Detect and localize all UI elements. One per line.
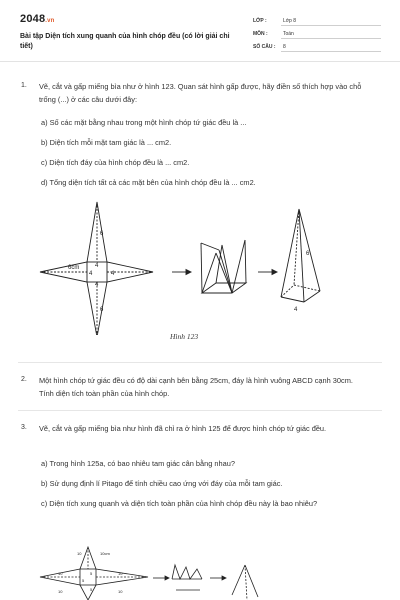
meta-underline: [281, 25, 381, 26]
net-label-bottom: 6: [100, 307, 104, 313]
arrow-icon: [258, 270, 277, 275]
net125-label: 10: [118, 589, 123, 594]
net125-label: 5: [82, 578, 85, 583]
question-text: Vẽ, cắt và gấp miếng bìa như ở hình 123. Quan sát hình gấp được, hãy điền số thích hợp vào chỗ trống (...) ở các câu dưới đây:: [39, 82, 362, 104]
net-label-inner-bottom: 4: [95, 282, 99, 288]
meta-label: LỚP :: [253, 18, 267, 24]
question-item: c) Diện tích xung quanh và diện tích toàn phần của hình chóp đều này là bao nhiêu?: [41, 499, 318, 508]
pyramid-label-height: 6: [306, 251, 310, 257]
logo-suffix: .vn: [45, 18, 55, 24]
question-number: 1.: [21, 82, 27, 89]
folded-net-125: [172, 565, 202, 590]
meta-value: Toán: [283, 31, 294, 37]
net125-label: 5: [90, 587, 93, 592]
meta-label: MÔN :: [253, 31, 268, 37]
pyramid-net-125: [40, 547, 148, 600]
net-label-left: 6cm: [68, 265, 80, 271]
meta-value: Lớp 8: [283, 18, 297, 24]
question-text: Vẽ, cắt và gấp miếng bìa như hình đã chỉ ra ở hình 125 để được hình chóp tứ giác đều.: [39, 424, 327, 433]
question-item: a) Số các mặt bằng nhau trong một hình chóp tứ giác đều là ...: [41, 118, 247, 127]
divider: [18, 362, 382, 363]
net125-label: 10: [77, 551, 82, 556]
question-item: a) Trong hình 125a, có bao nhiêu tam giác cân bằng nhau?: [41, 459, 235, 468]
net125-label: 10cm: [100, 551, 110, 556]
meta-value: 8: [283, 44, 286, 50]
question-text: Một hình chóp tứ giác đều có độ dài cạnh bên bằng 25cm, đáy là hình vuông ABCD cạnh 30cm. Tính diện tích toàn phần của hình chóp.: [39, 376, 353, 398]
figure-123: [0, 195, 400, 335]
net125-label: 10: [58, 571, 63, 576]
figure-caption: Hình 123: [170, 332, 199, 341]
pyramid-label-base: 4: [294, 307, 298, 313]
question-number: 3.: [21, 424, 27, 431]
net-label-top: 6: [100, 231, 104, 237]
arrow-icon: [153, 576, 169, 580]
logo-text: 2048: [20, 13, 46, 25]
question-item: d) Tổng diện tích tất cả các mặt bên của hình chóp đều là ... cm2.: [41, 178, 256, 187]
question-number: 2.: [21, 376, 27, 383]
pyramid-solid: [281, 209, 320, 302]
net-label-inner-left: 4: [89, 271, 93, 277]
meta-underline: [281, 51, 381, 52]
net125-label: 5: [90, 571, 93, 576]
question-item: b) Diện tích mỗi mặt tam giác là ... cm2.: [41, 138, 172, 147]
document-title: Bài tập Diện tích xung quanh của hình chóp đều (có lời giải chi tiết): [20, 33, 230, 50]
net-label-inner-right: 4: [111, 271, 115, 277]
question-item: b) Sử dụng định lí Pitago để tính chiều cao ứng với đáy của mỗi tam giác.: [41, 479, 283, 488]
arrow-icon: [210, 576, 226, 580]
net125-label: 10: [118, 571, 123, 576]
net125-label: 10: [58, 589, 63, 594]
site-logo[interactable]: [20, 13, 55, 25]
figure-125: [0, 545, 400, 600]
pyramid-solid-125: [232, 565, 258, 600]
page-header: [0, 0, 400, 62]
meta-label: SỐ CÂU :: [253, 44, 276, 50]
divider: [18, 410, 382, 411]
net-label-inner-top: 4: [95, 263, 99, 269]
arrow-icon: [172, 270, 191, 275]
meta-underline: [281, 38, 381, 39]
question-item: c) Diện tích đáy của hình chóp đều là ... cm2.: [41, 158, 190, 167]
folded-net: [201, 240, 246, 293]
